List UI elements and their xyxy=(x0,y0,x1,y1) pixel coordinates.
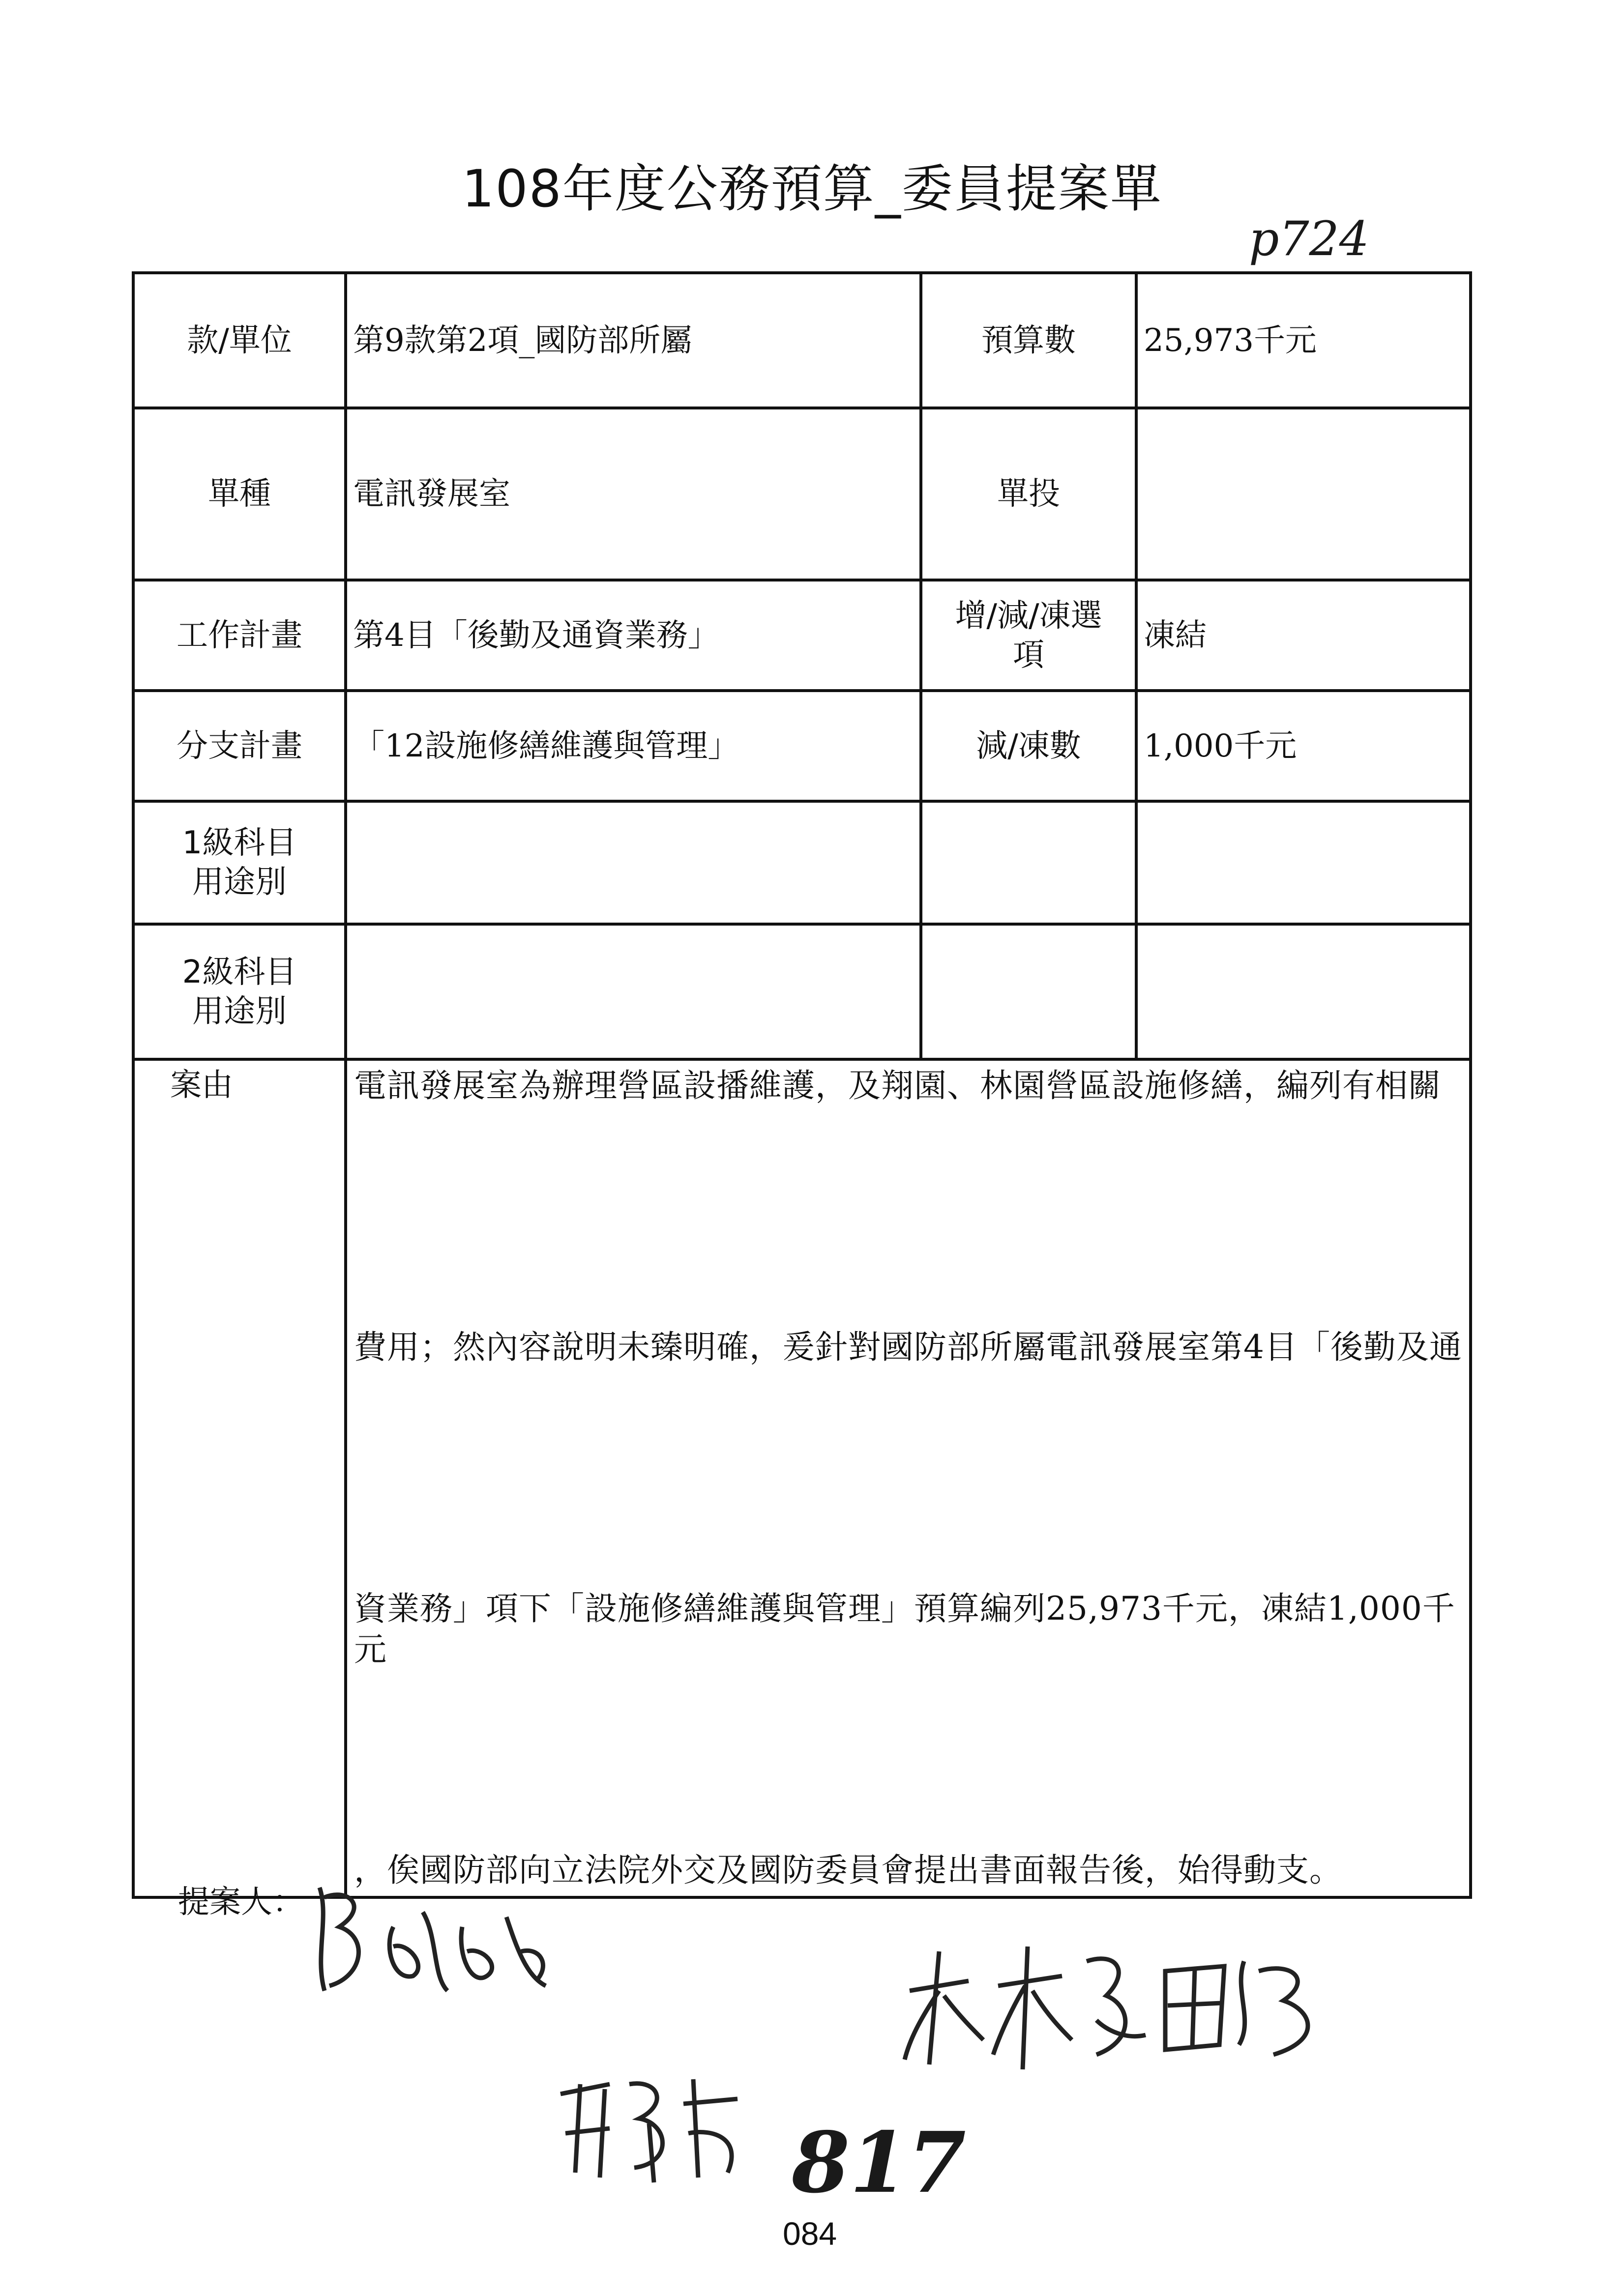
label-branch-right: 單投 xyxy=(921,408,1136,580)
value-unit: 第9款第2項_國防部所屬 xyxy=(346,273,921,408)
reason-label-text: 案由 xyxy=(170,1067,233,1104)
signature-1 xyxy=(310,1868,565,2015)
value-level2 xyxy=(346,924,921,1059)
value-branch: 電訊發展室 xyxy=(346,408,921,580)
value-level1-right xyxy=(1136,801,1471,924)
reason-line: 資業務」項下「設施修繕維護與管理」預算編列25,973千元，凍結1,000千元 xyxy=(354,1590,1455,1668)
label-unit: 款/單位 xyxy=(133,273,346,408)
handwritten-annotation: p724 xyxy=(1249,211,1369,266)
page-code: 084 xyxy=(783,2215,837,2252)
label-level1-right xyxy=(921,801,1136,924)
row-level2 xyxy=(133,924,1471,1059)
value-plan: 第4目「後勤及通資業務」 xyxy=(346,580,921,691)
row-unit xyxy=(133,273,1471,408)
value-amount: 1,000千元 xyxy=(1136,691,1471,801)
label-branch: 單種 xyxy=(133,408,346,580)
proposer-label: 提案人： xyxy=(178,1884,304,1920)
label-budget: 預算數 xyxy=(921,273,1136,408)
value-branch-right xyxy=(1136,408,1471,580)
page-title: 108年度公務預算_委員提案單 xyxy=(462,159,1162,219)
reason-line: ，俟國防部向立法院外交及國防委員會提出書面報告後，始得動支。 xyxy=(354,1851,1342,1889)
row-reason xyxy=(133,1059,1471,1897)
row-plan xyxy=(133,580,1471,691)
label-sub: 分支計畫 xyxy=(133,691,346,801)
handwritten-number: 817 xyxy=(792,2114,966,2212)
signature-3 xyxy=(551,2064,757,2192)
value-sub: 「12設施修繕維護與管理」 xyxy=(346,691,921,801)
row-branch xyxy=(133,408,1471,580)
reason-body xyxy=(346,1059,1471,1897)
label-action: 增/減/凍選項 xyxy=(921,580,1136,691)
label-level2: 2級科目用途別 xyxy=(133,924,346,1059)
signature-2 xyxy=(900,1932,1332,2079)
label-level1: 1級科目用途別 xyxy=(133,801,346,924)
row-sub xyxy=(133,691,1471,801)
label-amount: 減/凍數 xyxy=(921,691,1136,801)
proposal-form-table xyxy=(132,271,1472,1899)
value-level1 xyxy=(346,801,921,924)
value-action: 凍結 xyxy=(1136,580,1471,691)
value-budget: 25,973千元 xyxy=(1136,273,1471,408)
reason-line: 費用；然內容說明未臻明確，爰針對國防部所屬電訊發展室第4目「後勤及通 xyxy=(354,1328,1462,1366)
reason-line: 電訊發展室為辦理營區設播維護，及翔園、林園營區設施修繕，編列有相關 xyxy=(354,1067,1441,1104)
label-plan: 工作計畫 xyxy=(133,580,346,691)
label-reason xyxy=(133,1059,346,1897)
value-level2-right xyxy=(1136,924,1471,1059)
row-level1 xyxy=(133,801,1471,924)
label-level2-right xyxy=(921,924,1136,1059)
